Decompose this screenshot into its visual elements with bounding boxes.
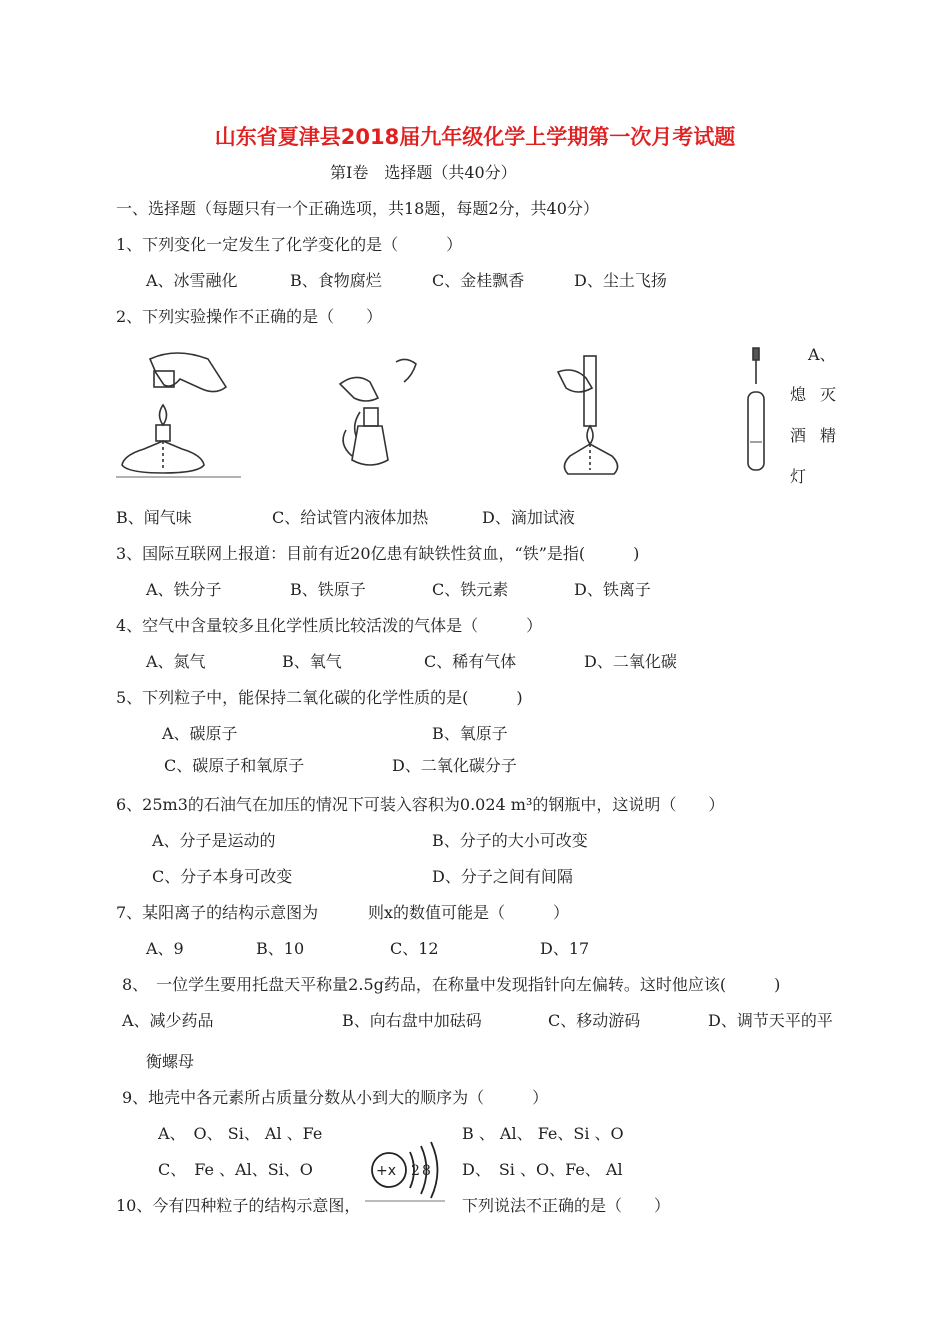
q9-option-b: B 、 Al、 Fe、Si 、O [462, 1124, 624, 1143]
q9-option-a: A、 O、 Si、 Al 、Fe [158, 1124, 323, 1143]
q2-option-a-text-4: 精 [820, 426, 837, 445]
q2-option-a-text-1: 熄 [790, 385, 807, 404]
ion-shell-2-count: 8 [422, 1163, 431, 1179]
q4-option-a: A、氮气 [146, 652, 206, 671]
q2-option-a-label: A、 [808, 345, 836, 364]
q2-option-a-text-3: 酒 [790, 426, 807, 445]
q4-option-d: D、二氧化碳 [584, 652, 677, 671]
q8-option-b: B、向右盘中加砝码 [342, 1011, 482, 1030]
q1-stem: 1、下列变化一定发生了化学变化的是（ ） [116, 235, 463, 254]
q2-option-b: B、闻气味 [116, 508, 192, 527]
q7-option-d: D、17 [540, 939, 590, 958]
q6-option-b: B、分子的大小可改变 [432, 831, 588, 850]
q6-option-c: C、分子本身可改变 [152, 867, 293, 886]
q7-stem-part2: 则x的数值可能是（ ） [368, 903, 570, 922]
ion-structure-diagram [365, 1140, 445, 1202]
q5-option-d: D、二氧化碳分子 [392, 756, 517, 775]
q5-stem: 5、下列粒子中，能保持二氧化碳的化学性质的是( ) [116, 688, 523, 707]
q5-option-a: A、碳原子 [162, 724, 238, 743]
q8-option-d: D、调节天平的平 [708, 1011, 833, 1030]
q6-stem: 6、25m3的石油气在加压的情况下可装入容积为0.024 m³的钢瓶中，这说明（ ） [116, 795, 725, 814]
q9-option-c: C、 Fe 、Al、Si、O [158, 1160, 313, 1179]
q6-option-a: A、分子是运动的 [152, 831, 276, 850]
q5-option-c: C、碳原子和氧原子 [164, 756, 305, 775]
q1-option-a: A、冰雪融化 [146, 271, 238, 290]
part-heading: 第Ⅰ卷 选择题（共40分） [330, 163, 517, 182]
exam-title: 山东省夏津县2018届九年级化学上学期第一次月考试题 [214, 125, 736, 149]
q10-stem-part2: 下列说法不正确的是（ ） [462, 1196, 671, 1215]
q8-option-c: C、移动游码 [548, 1011, 641, 1030]
q1-option-b: B、食物腐烂 [290, 271, 382, 290]
q7-option-b: B、10 [256, 939, 305, 958]
q9-option-d: D、 Si 、O、Fe、 Al [462, 1160, 623, 1179]
q7-option-c: C、12 [390, 939, 439, 958]
q4-option-c: C、稀有气体 [424, 652, 517, 671]
q9-stem: 9、地壳中各元素所占质量分数从小到大的顺序为（ ） [122, 1088, 549, 1107]
q2-option-a-text-2: 灭 [820, 385, 837, 404]
q1-option-d: D、尘土飞扬 [574, 271, 667, 290]
q2-option-c: C、给试管内液体加热 [272, 508, 429, 527]
q1-option-c: C、金桂飘香 [432, 271, 525, 290]
q5-option-b: B、氧原子 [432, 724, 508, 743]
figure-smell-gas [330, 352, 450, 472]
q3-option-b: B、铁原子 [290, 580, 366, 599]
q2-stem: 2、下列实验操作不正确的是（ ） [116, 307, 383, 326]
ion-shell-1-count: 2 [411, 1163, 420, 1179]
q10-stem-part1: 10、今有四种粒子的结构示意图， [116, 1196, 361, 1215]
section-heading: 一、选择题（每题只有一个正确选项，共18题，每题2分，共40分） [116, 199, 599, 218]
q7-option-a: A、9 [146, 939, 184, 958]
q3-option-d: D、铁离子 [574, 580, 651, 599]
q7-stem-part1: 7、某阳离子的结构示意图为 [116, 903, 319, 922]
q4-option-b: B、氧气 [282, 652, 342, 671]
figure-extinguish-lamp [116, 345, 241, 480]
q8-stem: 8、 一位学生要用托盘天平称量2.5g药品，在称量中发现指针向左偏转。这时他应该( ) [122, 975, 781, 994]
q3-option-a: A、铁分子 [146, 580, 222, 599]
q6-option-d: D、分子之间有间隔 [432, 867, 573, 886]
q2-option-d: D、滴加试液 [482, 508, 575, 527]
figure-heat-liquid [548, 352, 638, 480]
q3-stem: 3、国际互联网上报道：目前有近20亿患有缺铁性贫血，“铁”是指( ) [116, 544, 640, 563]
q2-option-a-text-5: 灯 [790, 467, 807, 486]
q8-option-d-continued: 衡螺母 [146, 1052, 195, 1071]
q3-option-c: C、铁元素 [432, 580, 509, 599]
q4-stem: 4、空气中含量较多且化学性质比较活泼的气体是（ ） [116, 616, 543, 635]
ion-nucleus-label: +x [376, 1163, 397, 1179]
q8-option-a: A、减少药品 [122, 1011, 214, 1030]
figure-add-reagent [744, 346, 768, 474]
